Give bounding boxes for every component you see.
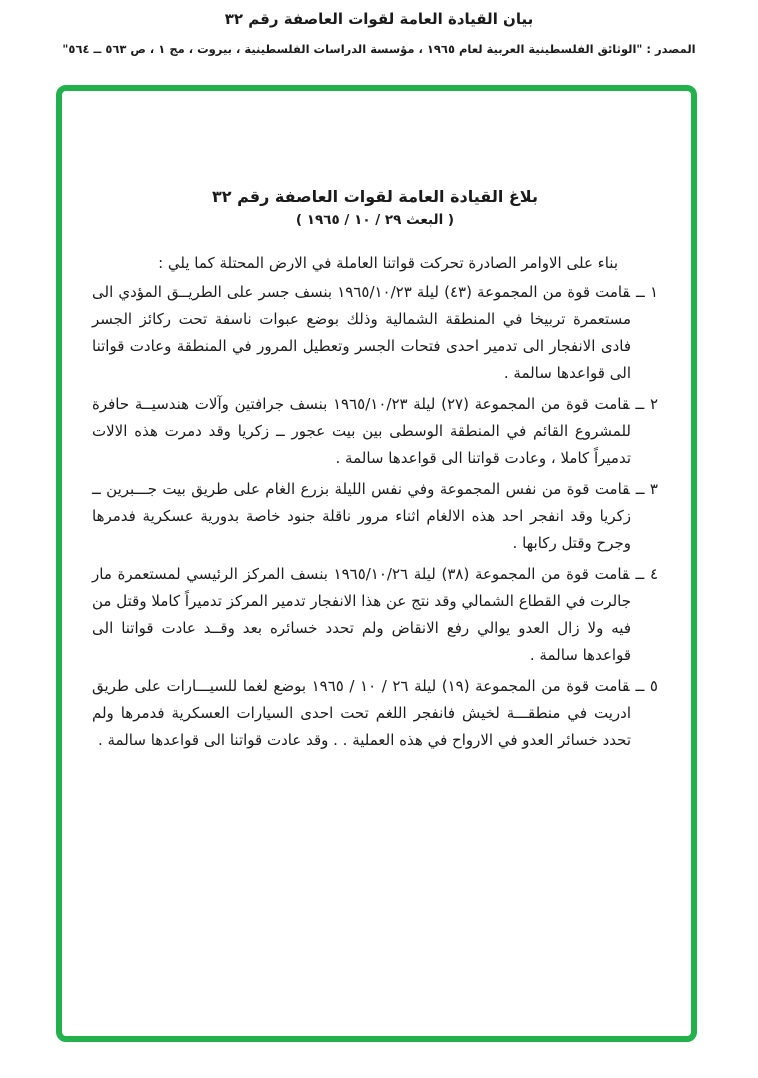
- item-text: قامت قوة من المجموعة (٤٣) ليلة ١٩٦٥/١٠/٢٣ بنسف جسر على الطريــق المؤدي الى مستعمرة تربيخا في المنطقة الشمالية وذلك بوضع عبوات ناسفة تحت ركائز الجسر فادى الانفجار الى تدمير احدى فتحات الجسر وتعطيل المرور في المنطقة وعادت قواتنا الى قواعدها سالمة .: [92, 283, 631, 382]
- intro-paragraph: بناء على الاوامر الصادرة تحركت قواتنا العاملة في الارض المحتلة كما يلي :: [158, 254, 618, 272]
- item-number: ١ ــ: [636, 283, 658, 301]
- communique-date-line: ( البعث ٢٩ / ١٠ / ١٩٦٥ ): [295, 212, 455, 228]
- page-title: بيان القيادة العامة لقوات العاصفة رقم ٣٢: [224, 10, 534, 28]
- list-item: [92, 476, 658, 557]
- green-border-frame: [56, 85, 697, 1042]
- item-text: قامت قوة من نفس المجموعة وفي نفس الليلة بزرع الغام على طريق بيت جـــبرين ــ زكريا وقد انفجر احد هذه الالغام اثناء مرور ناقلة جنود خاصة بدورية عسكرية فدمرها وجرح وقتل ركابها .: [92, 480, 631, 552]
- item-number: ٥ ــ: [635, 677, 658, 695]
- item-number: ٤ ــ: [635, 565, 658, 583]
- source-citation: المصدر : "الوثائق الفلسطينية العربية لعام ١٩٦٥ ، مؤسسة الدراسات الفلسطينية ، بيروت ، مج ١ ، ص ٥٦٣ ــ ٥٦٤": [62, 42, 696, 56]
- item-number: ٣ ــ: [635, 480, 658, 498]
- item-text: قامت قوة من المجموعة (٣٨) ليلة ١٩٦٥/١٠/٢٦ بنسف المركز الرئيسي لمستعمرة مار جالرت في القطاع الشمالي وقد نتج عن هذا الانفجار تدمير المركز تدميراً كاملا وقتل من فيه ولا زال العدو يوالي رفع الانقاض ولم تحدد خسائره بعد وقــد عادت قواتنا الى قواعدها سالمة .: [92, 565, 631, 664]
- list-item: [92, 673, 658, 754]
- item-number: ٢ ــ: [635, 395, 658, 413]
- communique-title: بلاغ القيادة العامة لقوات العاصفة رقم ٣٢: [212, 187, 538, 206]
- list-item: [92, 391, 658, 472]
- list-item: [92, 561, 658, 669]
- list-item: [92, 279, 658, 387]
- item-text: قامت قوة من المجموعة (١٩) ليلة ٢٦ / ١٠ / ١٩٦٥ بوضع لغما للسيـــارات على طريق ادريت في منطقـــة لخيش فانفجر اللغم تحت احدى السيارات العسكرية فدمرها ولم تحدد خسائر العدو في الارواح في هذه العملية . . وقد عادت قواتنا الى قواعدها سالمة .: [92, 677, 631, 749]
- item-text: قامت قوة من المجموعة (٢٧) ليلة ١٩٦٥/١٠/٢٣ بنسف جرافتين وآلات هندسيــة حافرة للمشروع القائم في المنطقة الوسطى بين بيت عجور ــ زكريا وقد دمرت هذه الالات تدميراً كاملا ، وعادت قواتنا الى قواعدها سالمة .: [92, 395, 631, 467]
